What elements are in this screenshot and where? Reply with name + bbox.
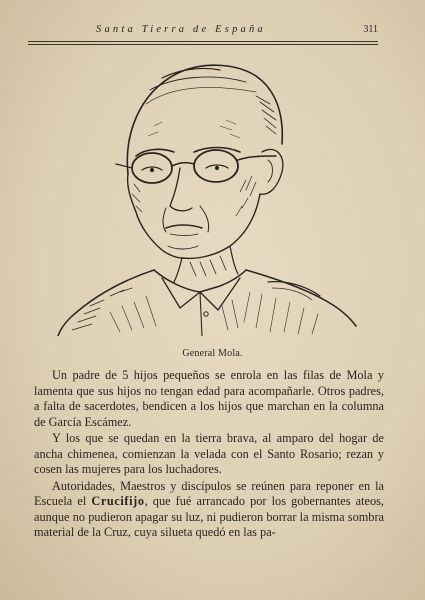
emphasized-word: Crucifijo xyxy=(91,494,145,508)
paragraph: Y los que se quedan en la tierra brava, al amparo del hogar de ancha chimenea, comienzan la velada con el Santo Rosario; rezan y cosen las mujeres para los luchadores. xyxy=(34,431,384,476)
running-title: Santa Tierra de España xyxy=(96,24,266,35)
paragraph-text: Autoridades, Maestros y discípulos se reúnen para reponer en la Escuela el xyxy=(34,478,384,508)
page-number: 311 xyxy=(363,24,378,35)
paragraph: Un padre de 5 hijos pequeños se enrola en las filas de Mola y lamenta que sus hijos no tengan edad para acompañarle. Otros padres, a falta de sacerdotes, bendicen a los hijos que marchan en la columna de García Escámez. xyxy=(34,368,384,429)
paragraph xyxy=(34,479,384,541)
page-header xyxy=(28,22,378,48)
header-rule-thick xyxy=(28,41,378,42)
body-text xyxy=(34,368,384,541)
figure-caption: General Mola. xyxy=(182,348,243,359)
paragraph-text: , que fué arrancado por los gobernantes ateos, aunque no pudieron apagar su luz, ni pudieron borrar la misma sombra material de la Cruz, cuya silueta quedó en las pa- xyxy=(34,494,384,539)
header-rule-thin xyxy=(28,44,378,45)
portrait-illustration xyxy=(50,56,360,336)
